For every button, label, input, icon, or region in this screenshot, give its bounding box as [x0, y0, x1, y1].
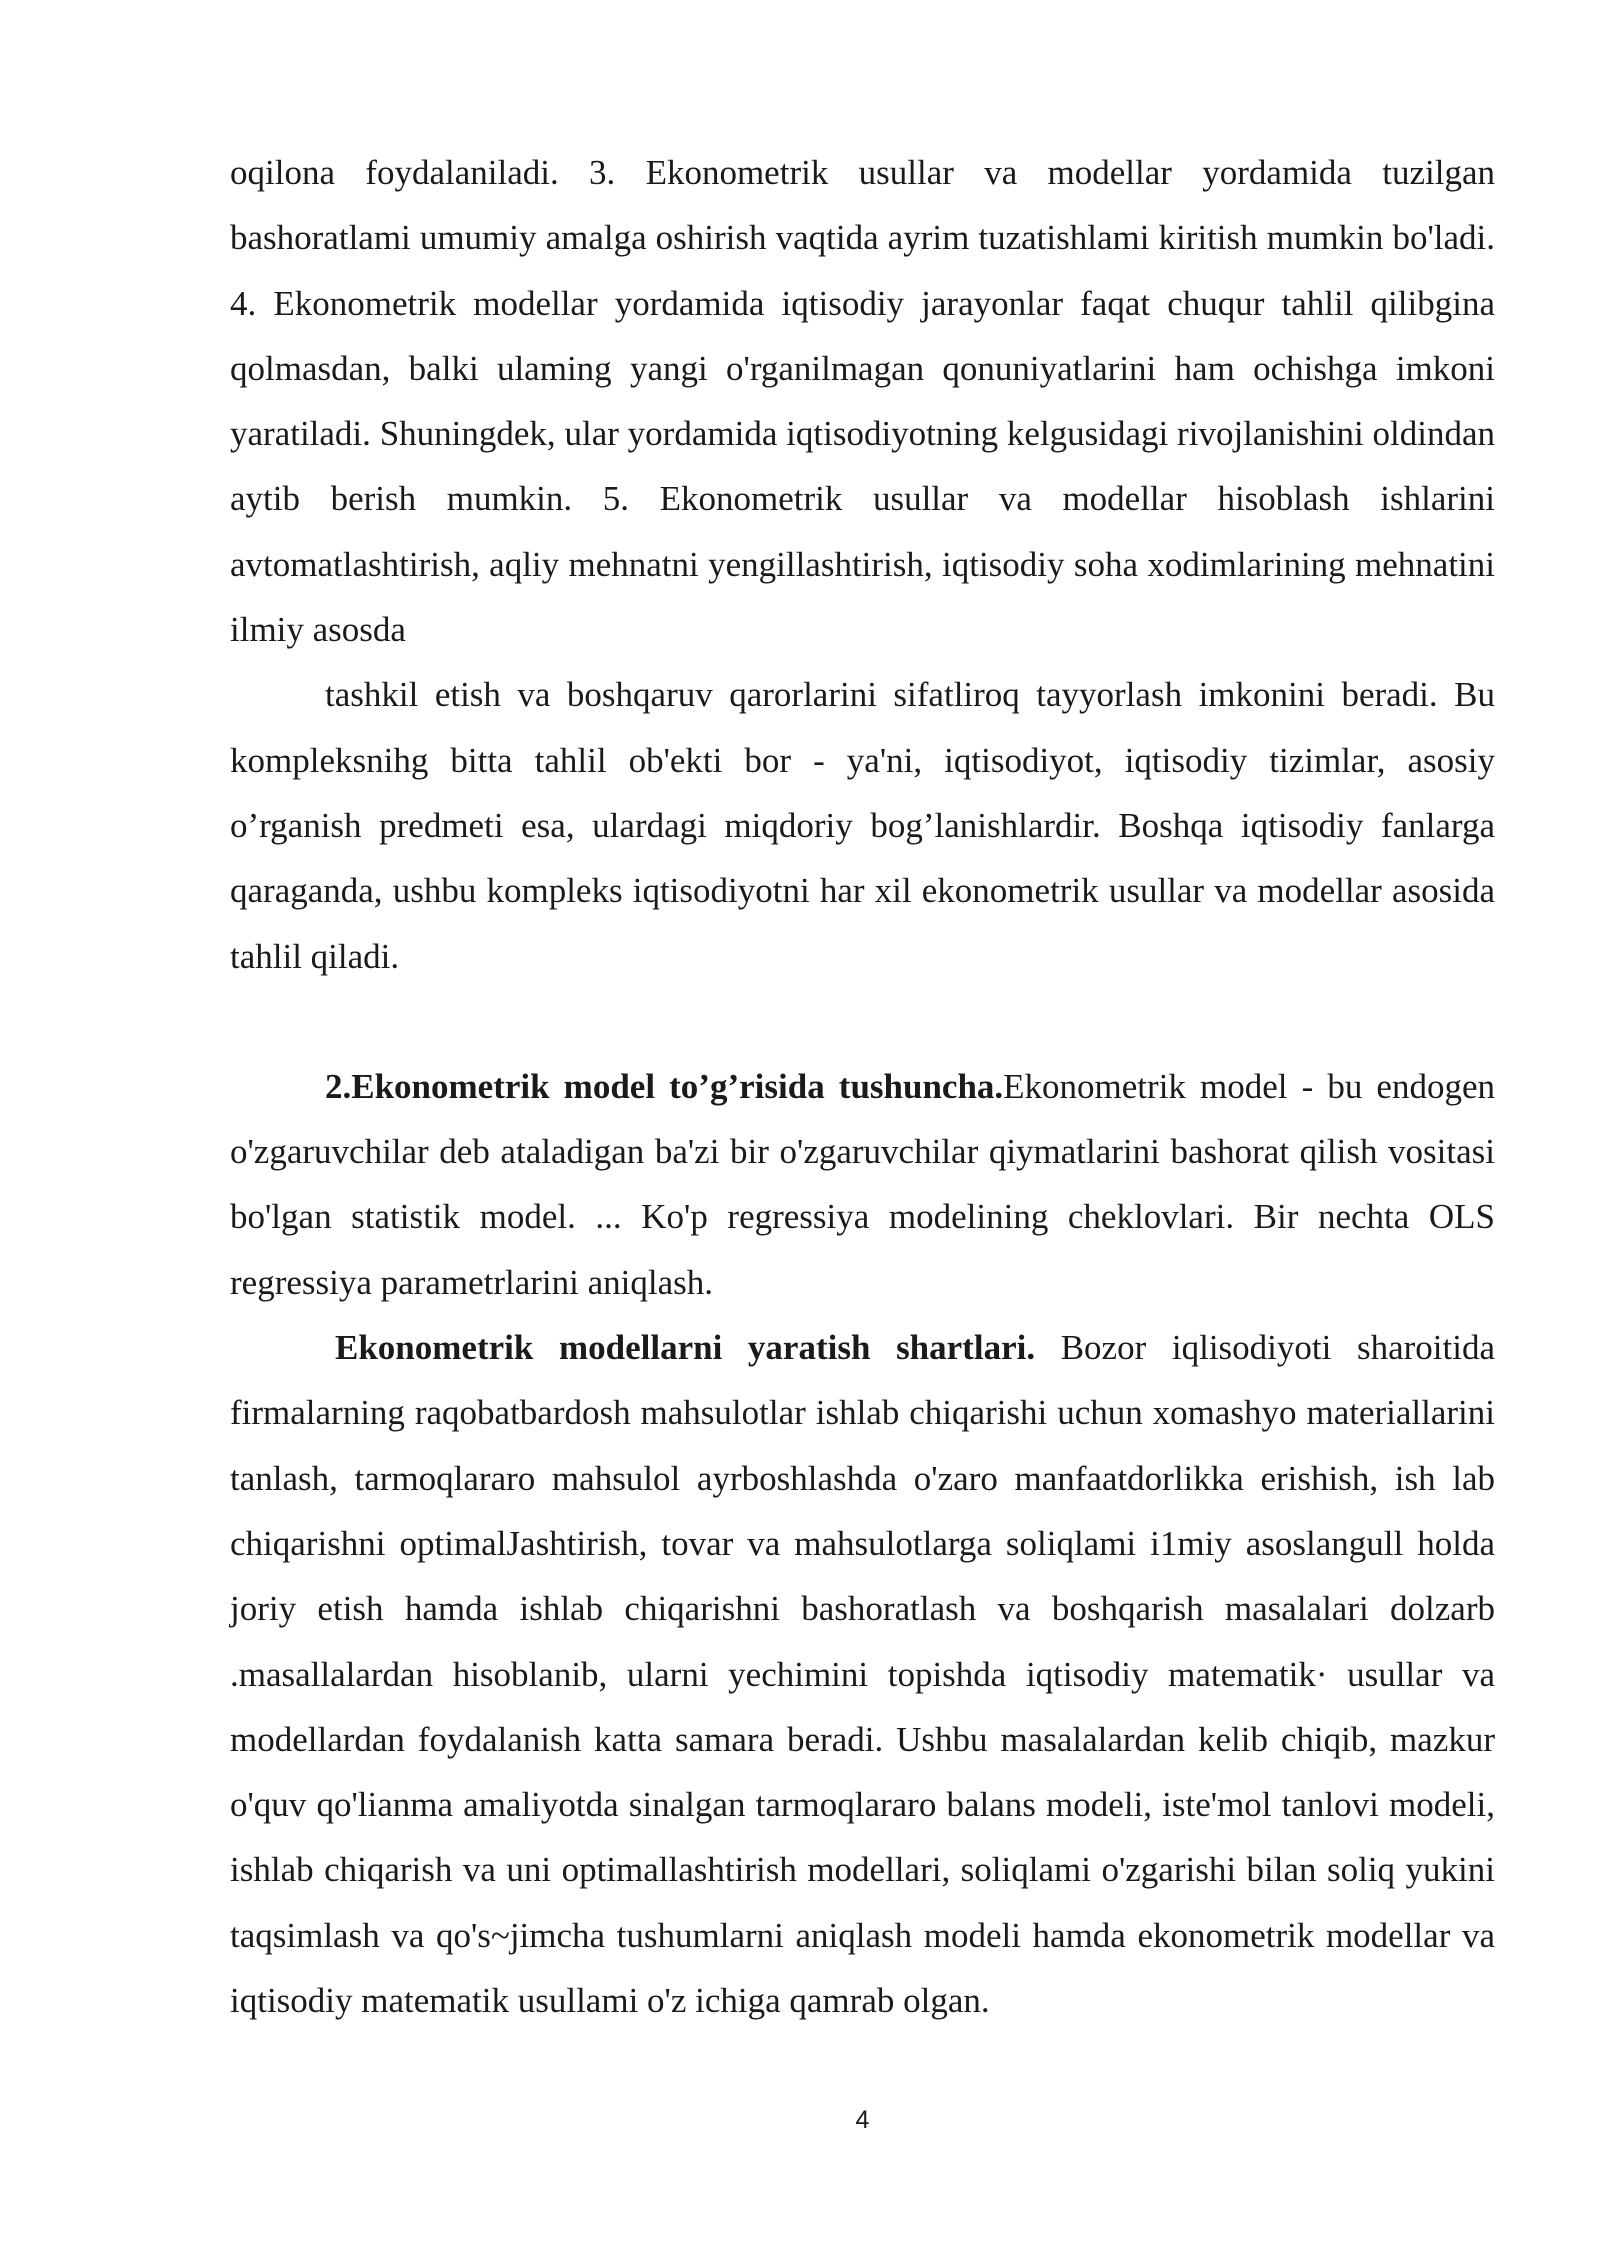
- section-model-concept: [230, 1054, 1495, 1315]
- paragraph-spacer: [230, 989, 1495, 1054]
- page-number: 4: [855, 2106, 870, 2134]
- page-content: [230, 140, 1495, 2033]
- section-heading-model-concept: 2.Ekonometrik model to’g’risida tushuncha.: [325, 1066, 1004, 1106]
- section-heading-model-conditions: Ekonometrik modellarni yaratish shartlari.: [335, 1328, 1036, 1368]
- section-text-model-concept: Ekonometrik model - bu endogen o'zgaruvchilar deb ataladigan ba'zi bir o'zgaruvchilar qiymatlarini bashorat qilish vositasi bo'lgan statistik model. ... Ko'p regressiya modelining cheklovlari. Bir nechta OLS regressiya parametrlarini aniqlash.: [230, 1066, 1495, 1302]
- paragraph-continued: oqilona foydalaniladi. 3. Ekonometrik usullar va modellar yordamida tuzilgan bashoratlami umumiy amalga oshirish vaqtida ayrim tuzatishlami kiritish mumkin bo'ladi. 4. Ekonometrik modellar yordamida iqtisodiy jarayonlar faqat chuqur tahlil qilibgina qolmasdan, balki ulaming yangi o'rganilmagan qonuniyatlarini ham ochishga imkoni yaratiladi. Shuningdek, ular yordamida iqtisodiyotning kelgusidagi rivojlanishini oldindan aytib berish mumkin. 5. Ekonometrik usullar va modellar hisoblash ishlarini avtomatlashtirish, aqliy mehnatni yengillashtirish, iqtisodiy soha xodimlarining mehnatini ilmiy asosda: [230, 153, 1495, 650]
- section-model-conditions: [230, 1315, 1495, 2033]
- paragraph-organization: tashkil etish va boshqaruv qarorlarini sifatliroq tayyorlash imkonini beradi. Bu kompleksnihg bitta tahlil ob'ekti bor - ya'ni, iqtisodiyot, iqtisodiy tizimlar, asosiy o’rganish predmeti esa, ulardagi miqdoriy bog’lanishlardir. Boshqa iqtisodiy fanlarga qaraganda, ushbu kompleks iqtisodiyotni har xil ekonometrik usullar va modellar asosida tahlil qiladi.: [230, 675, 1495, 976]
- section-text-model-conditions: Bozor iqlisodiyoti sharoitida firmalarning raqobatbardosh mahsulotlar ishlab chiqarishi uchun xomashyo materiallarini tanlash, tarmoqlararo mahsulol ayrboshlashda o'zaro manfaatdorlikka erishish, ish lab chiqarishni optimalJashtirish, tovar va mahsulotlarga soliqlami i1miy asoslangull holda joriy etish hamda ishlab chiqarishni bashoratlash va boshqarish masalalari dolzarb .masallalardan hisoblanib, ularni yechimini topishda iqtisodiy matematik· usullar va modellardan foydalanish katta samara beradi. Ushbu masalalardan kelib chiqib, mazkur o'quv qo'lianma amaliyotda sinalgan tarmoqlararo balans modeli, iste'mol tanlovi modeli, ishlab chiqarish va uni optimallashtirish modellari, soliqlami o'zgarishi bilan soliq yukini taqsimlash va qo's~jimcha tushumlarni aniqlash modeli hamda ekonometrik modellar va iqtisodiy matematik usullami o'z ichiga qamrab olgan.: [230, 1328, 1495, 2021]
